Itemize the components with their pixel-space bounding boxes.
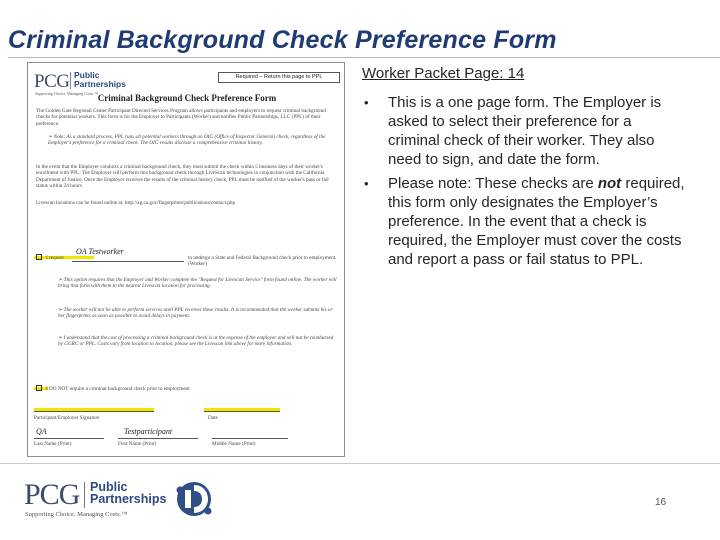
- document-logo-tagline: Supporting Choice. Managing Costs.™: [35, 91, 99, 96]
- signature-line: [34, 411, 154, 412]
- notes-bullet-2: [362, 174, 687, 269]
- dds-emblem-icon: [174, 477, 214, 521]
- slide-title: Criminal Background Check Preference Form: [8, 26, 557, 54]
- first-name-label: First Name (Print): [118, 441, 157, 447]
- document-logo-brand-line2: Partnerships: [74, 78, 126, 89]
- handwritten-first-name: Testparticipant: [124, 427, 173, 436]
- footer-logo-mark: PCG: [24, 478, 80, 511]
- middle-name-label: Middle Name (Print): [212, 441, 256, 447]
- title-divider: [8, 57, 720, 58]
- document-heading: Criminal Background Check Preference Form: [97, 93, 277, 103]
- option-1-highlight: [34, 256, 94, 259]
- option-1-prefix: I require: [46, 255, 64, 261]
- document-logo-mark: PCG: [34, 71, 70, 92]
- last-name-label: Last Name (Print): [34, 441, 72, 447]
- footer-logo-brand: [90, 481, 166, 505]
- document-intro: The Golden Gate Regional Center Participant Directed Services Program allows participants and employers to request criminal background checks for potential workers. This form is for the Employer to Participants (Worker) and notifies Public Partnerships, LLC (PPL) of their preference.: [36, 108, 326, 127]
- required-box: Required – Return this page to PPL: [218, 72, 340, 83]
- notes-bullet-2-after: required, this form only designates the Employer’s preference. In the event that a check is required, the Employer must cover the costs and report a pass or fail status to PPL.: [388, 175, 685, 268]
- document-paragraph-2: In the event that the Employer conducts a criminal background check, they must submit the check within 5 business days of their worker's enrollment with PPL. The Employer will perform this background check through LiveScan technologies in conjunction with the California Department of Justice. Once the Employer receives the results of the criminal history check, PPL must be notified of the worker's pass or fail status within 24 hours.: [36, 164, 329, 189]
- date-line: [204, 411, 280, 412]
- document-logo-brand: [74, 71, 126, 88]
- date-label: Date: [208, 415, 218, 421]
- document-bullet-a: ➢ This option requires that the Employer and Worker complete the "Request for Livescan Service" form found online. The worker will bring that form with them to the nearest Livescan location for processing.: [58, 277, 337, 290]
- handwritten-last-name: QA: [36, 427, 47, 436]
- middle-name-line: [212, 438, 288, 439]
- footer-pcg-logo: [24, 478, 167, 518]
- document-bullet-b: ➢ The worker will not be able to perform services until PPL receives these results. It is recommended that the worker submits his or her fingerprints as soon as possible to avoid delays in payment.: [58, 307, 333, 320]
- document-logo-brand-line1: Public: [74, 70, 100, 80]
- packet-page-heading: Worker Packet Page: 14: [362, 65, 525, 82]
- notes-bullet-2-before: Please note: These checks are: [388, 175, 598, 192]
- notes-bullet-1: • This is a one page form. The Employer is asked to select their preference for a criminal check of their worker. They also need to sign, and date the form.: [362, 93, 687, 169]
- option-2-label: I DO NOT require a criminal background check prior to employment: [46, 386, 190, 392]
- first-name-line: [118, 438, 198, 439]
- page-number: 16: [655, 497, 667, 508]
- document-bullet-c: ➢ I understand that the cost of processing a criminal background check is at the expense of the employer and will not be reimbursed by GGRC or PPL. Costs vary from location to location, please see the Livescan link above for more information.: [58, 335, 334, 348]
- form-document-image: [27, 62, 345, 457]
- footer-logo-divider: [84, 482, 85, 508]
- last-name-line: [34, 438, 104, 439]
- footer-divider: [0, 463, 720, 464]
- signature-label: Participant/Employer Signature: [34, 415, 100, 421]
- option-1-checkbox: [36, 254, 42, 260]
- notes-bullet-2-emphasis: not: [597, 175, 622, 192]
- document-logo-divider: [70, 72, 71, 89]
- option-2-checkbox: [36, 385, 42, 391]
- footer-logo-tagline: Supporting Choice. Managing Costs.™: [25, 511, 128, 518]
- footer-logo-brand-line2: Partnerships: [90, 492, 167, 506]
- option-1-name-line: [72, 261, 184, 262]
- option-1-suffix: to undergo a State and Federal Background check prior to employment. (Worker): [188, 255, 337, 268]
- notes-list: [362, 93, 687, 274]
- option-1-handwritten-name: OA Testworker: [76, 247, 124, 256]
- document-livescan-line: Livescan locations can be found online at: http://ag.ca.gov/fingerprints/publications/contact.php: [36, 200, 236, 206]
- document-note-1: ➢ Note: As a standard process, PPL runs all potential workers through an OIG (Office of Inspector General) check, regardless of the Employer's preference for a criminal check. The OIG results disclose a comprehensive criminal history.: [48, 134, 326, 147]
- footer-logo-brand-line1: Public: [90, 480, 128, 494]
